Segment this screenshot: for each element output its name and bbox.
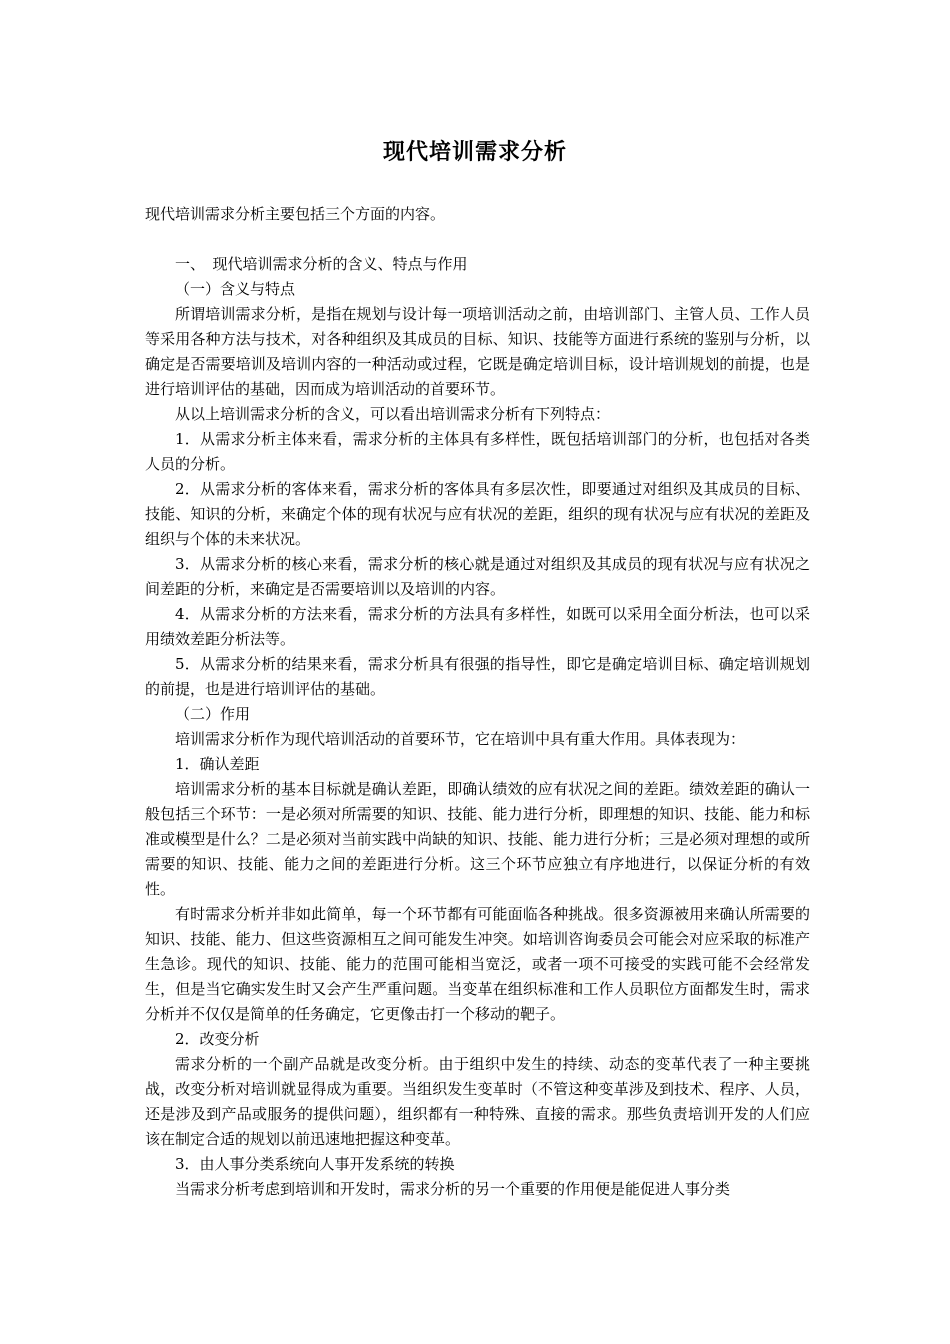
body-paragraph: 1．从需求分析主体来看，需求分析的主体具有多样性，既包括培训部门的分析，也包括对各类人员的分析。	[145, 430, 810, 473]
body-paragraph: 1．确认差距	[175, 755, 260, 773]
paragraph-spacer	[145, 227, 810, 252]
body-paragraph: 5．从需求分析的结果来看，需求分析具有很强的指导性，即它是确定培训目标、确定培训规划的前提，也是进行培训评估的基础。	[145, 655, 810, 698]
body-paragraph: 现代培训需求分析主要包括三个方面的内容。	[145, 205, 446, 223]
body-paragraph: 4．从需求分析的方法来看，需求分析的方法具有多样性，如既可以采用全面分析法，也可以采用绩效差距分析法等。	[145, 605, 810, 648]
document-body	[145, 202, 810, 1202]
body-paragraph: 从以上培训需求分析的含义，可以看出培训需求分析有下列特点：	[175, 405, 611, 423]
body-paragraph: 3．从需求分析的核心来看，需求分析的核心就是通过对组织及其成员的现有状况与应有状况之间差距的分析，来确定是否需要培训以及培训的内容。	[145, 555, 810, 598]
body-paragraph: 当需求分析考虑到培训和开发时，需求分析的另一个重要的作用便是能促进人事分类	[175, 1180, 731, 1198]
body-paragraph: 有时需求分析并非如此简单，每一个环节都有可能面临各种挑战。很多资源被用来确认所需要的知识、技能、能力、但这些资源相互之间可能发生冲突。如培训咨询委员会可能会对应采取的标准产生急诊。现代的知识、技能、能力的范围可能相当宽泛，或者一项不可接受的实践可能不会经常发生，但是当它确实发生时又会产生严重问题。当变革在组织标准和工作人员职位方面都发生时，需求分析并不仅仅是简单的任务确定，它更像击打一个移动的靶子。	[145, 905, 810, 1023]
body-paragraph: 需求分析的一个副产品就是改变分析。由于组织中发生的持续、动态的变革代表了一种主要挑战，改变分析对培训就显得成为重要。当组织发生变革时（不管这种变革涉及到技术、程序、人员，还是涉及到产品或服务的提供问题），组织都有一种特殊、直接的需求。那些负责培训开发的人们应该在制定合适的规划以前迅速地把握这种变革。	[145, 1055, 810, 1148]
document-title: 现代培训需求分析	[382, 139, 567, 165]
body-paragraph: 培训需求分析的基本目标就是确认差距，即确认绩效的应有状况之间的差距。绩效差距的确认一般包括三个环节：一是必须对所需要的知识、技能、能力进行分析，即理想的知识、技能、能力和标准或模型是什么？二是必须对当前实践中尚缺的知识、技能、能力进行分析；三是必须对理想的或所需要的知识、技能、能力之间的差距进行分析。这三个环节应独立有序地进行，以保证分析的有效性。	[145, 780, 810, 898]
body-paragraph: 一、 现代培训需求分析的含义、特点与作用	[175, 255, 468, 273]
body-paragraph: （二）作用	[175, 705, 251, 723]
body-paragraph: 培训需求分析作为现代培训活动的首要环节，它在培训中具有重大作用。具体表现为：	[175, 730, 746, 748]
body-paragraph: 2．改变分析	[175, 1030, 260, 1048]
body-paragraph: 2．从需求分析的客体来看，需求分析的客体具有多层次性，即要通过对组织及其成员的目标、技能、知识的分析，来确定个体的现有状况与应有状况的差距，组织的现有状况与应有状况的差距及组织与个体的未来状况。	[145, 480, 810, 548]
body-paragraph: 3．由人事分类系统向人事开发系统的转换	[175, 1155, 455, 1173]
body-paragraph: （一）含义与特点	[175, 280, 296, 298]
body-paragraph: 所谓培训需求分析，是指在规划与设计每一项培训活动之前，由培训部门、主管人员、工作人员等采用各种方法与技术，对各种组织及其成员的目标、知识、技能等方面进行系统的鉴别与分析，以确定是否需要培训及培训内容的一种活动或过程，它既是确定培训目标，设计培训规划的前提，也是进行培训评估的基础，因而成为培训活动的首要环节。	[145, 305, 810, 398]
